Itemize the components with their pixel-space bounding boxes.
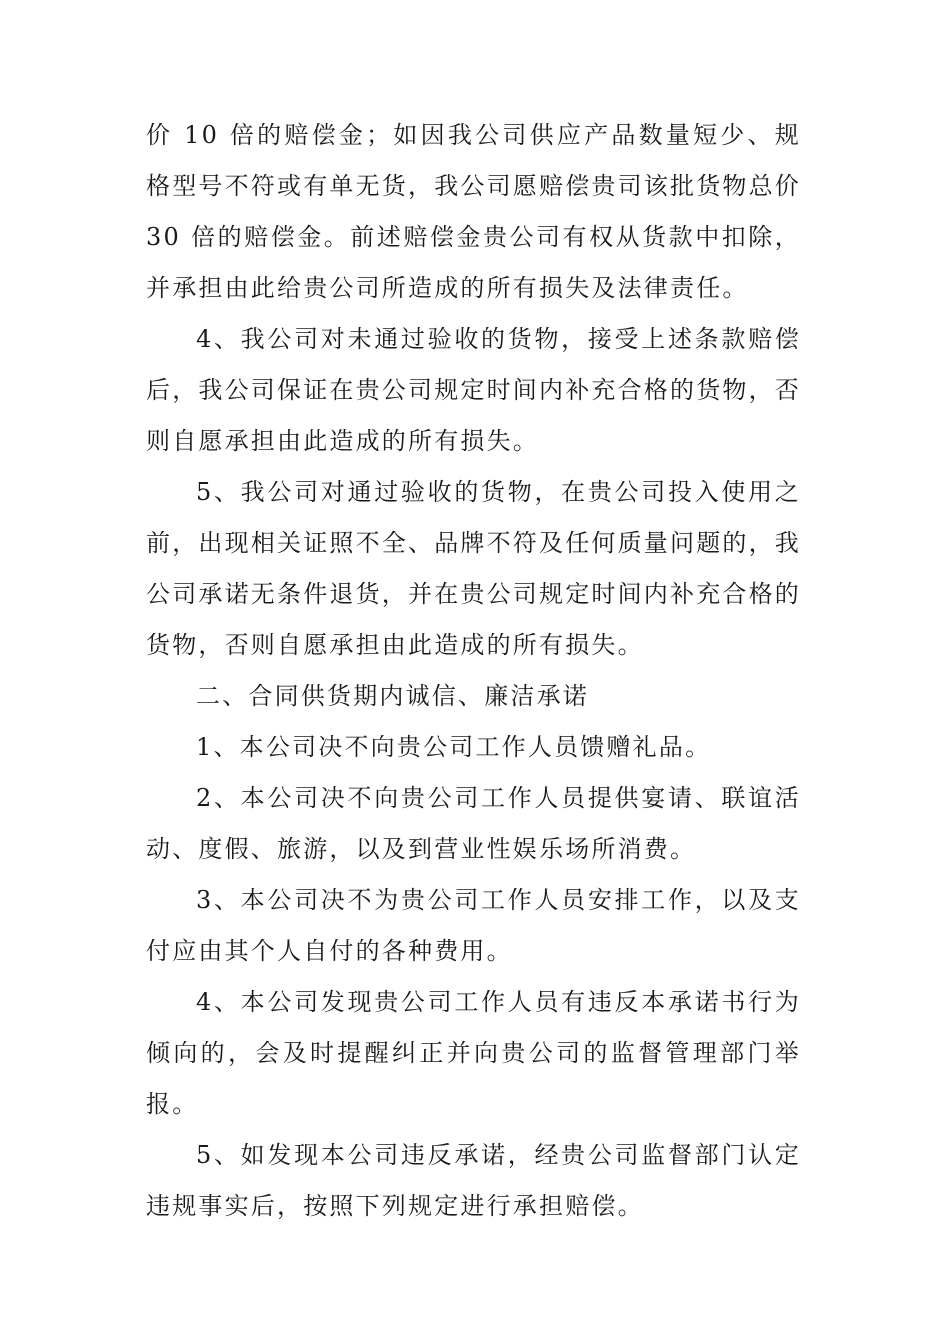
- paragraph-compensation-continued: 价 10 倍的赔偿金；如因我公司供应产品数量短少、规格型号不符或有单无货，我公司愿赔偿贵司该批货物总价 30 倍的赔偿金。前述赔偿金贵公司有权从货款中扣除，并承担由此给贵公司所造成的所有损失及法律责任。: [146, 121, 801, 302]
- paragraph-commitment-4: 4、本公司发现贵公司工作人员有违反本承诺书行为倾向的，会及时提醒纠正并向贵公司的监督管理部门举报。: [146, 988, 801, 1118]
- paragraph-item-4-unaccepted-goods: 4、我公司对未通过验收的货物，接受上述条款赔偿后，我公司保证在贵公司规定时间内补充合格的货物，否则自愿承担由此造成的所有损失。: [146, 325, 801, 455]
- paragraph-commitment-3: 3、本公司决不为贵公司工作人员安排工作，以及支付应由其个人自付的各种费用。: [146, 886, 801, 965]
- paragraph-commitment-1: 1、本公司决不向贵公司工作人员馈赠礼品。: [196, 733, 712, 761]
- section-heading-integrity-commitment: 二、合同供货期内诚信、廉洁承诺: [196, 682, 589, 710]
- paragraph-commitment-5: 5、如发现本公司违反承诺，经贵公司监督部门认定违规事实后，按照下列规定进行承担赔偿。: [146, 1141, 801, 1220]
- paragraph-item-5-accepted-goods: 5、我公司对通过验收的货物，在贵公司投入使用之前，出现相关证照不全、品牌不符及任何质量问题的，我公司承诺无条件退货，并在贵公司规定时间内补充合格的货物，否则自愿承担由此造成的所有损失。: [146, 478, 801, 659]
- document-body: [146, 110, 801, 1232]
- paragraph-commitment-2: 2、本公司决不向贵公司工作人员提供宴请、联谊活动、度假、旅游，以及到营业性娱乐场所消费。: [146, 784, 801, 863]
